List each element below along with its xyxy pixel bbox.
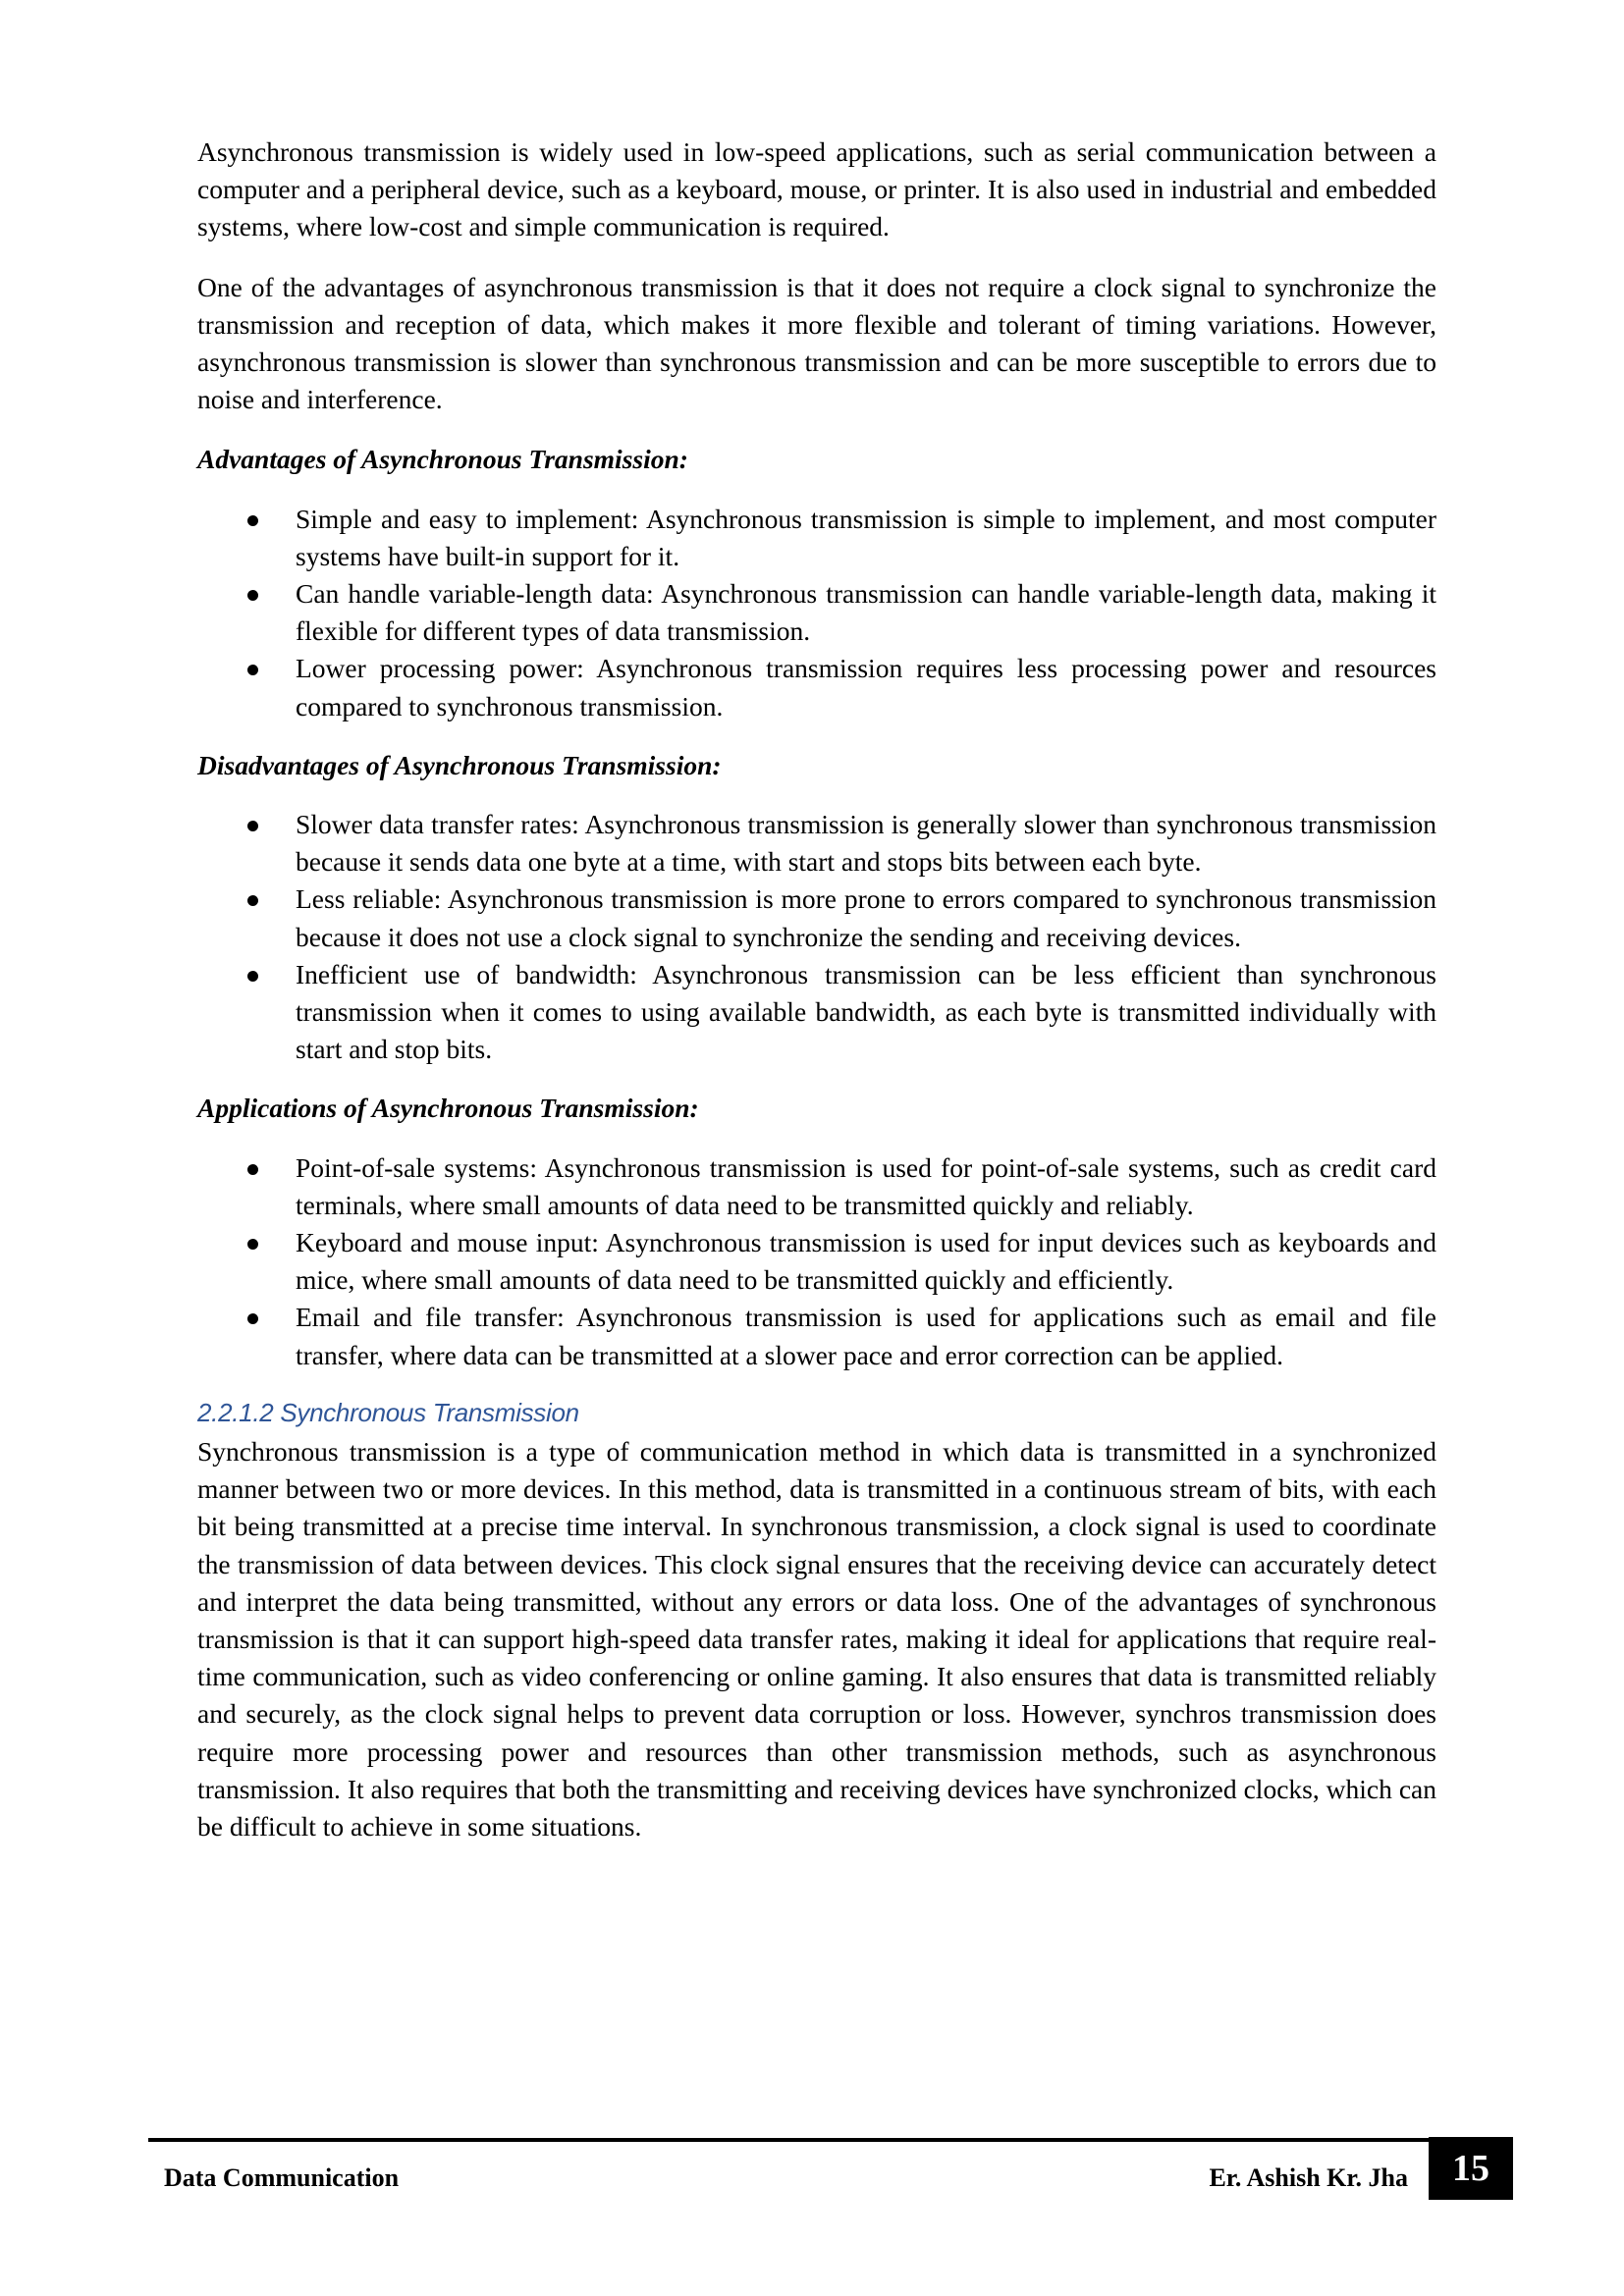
list-item — [197, 881, 1436, 955]
list-item-text: Simple and easy to implement: Asynchronous transmission is simple to implement, and most computer systems have built-in support for it. — [296, 503, 1436, 571]
list-item — [197, 575, 1436, 650]
list-item-text: Less reliable: Asynchronous transmission is more prone to errors compared to synchronous transmission because it does not use a clock signal to synchronize the sending and receiving devices. — [296, 883, 1436, 952]
list-item-text: Keyboard and mouse input: Asynchronous transmission is used for input devices such as keyboards and mice, where small amounts of data need to be transmitted quickly and efficiently. — [296, 1227, 1436, 1296]
paragraph: One of the advantages of asynchronous transmission is that it does not require a clock signal to synchronize the transmission and reception of data, which makes it more flexible and tolerant of timing variations. However, asynchronous transmission is slower than synchronous transmission and can be more susceptible to errors due to noise and interference. — [197, 271, 1436, 415]
list-item — [197, 806, 1436, 881]
section-body: Synchronous transmission is a type of communication method in which data is transmitted in a synchronized manner between two or more devices. In this method, data is transmitted in a continuous stream of bits, with each bit being transmitted at a precise time interval. In synchronous transmission, a clock signal is used to coordinate the transmission of data between devices. This clock signal ensures that the receiving device can accurately detect and interpret the data being transmitted, without any errors or data loss. One of the advantages of synchronous transmission is that it can support high-speed data transfer rates, making it ideal for applications that require real-time communication, such as video conferencing or online gaming. It also ensures that data is transmitted reliably and securely, as the clock signal helps to prevent data corruption or loss. However, synchros transmission does require more processing power and resources than other transmission methods, such as asynchronous transmission. It also requires that both the transmitting and receiving devices have synchronized clocks, which can be difficult to achieve in some situations. — [197, 1435, 1436, 1842]
bullet-icon — [247, 1164, 258, 1175]
page-content — [197, 133, 1436, 1868]
bullet-icon — [247, 895, 258, 906]
applications-heading: Applications of Asynchronous Transmission: — [197, 1093, 699, 1124]
bullet-icon — [247, 1313, 258, 1324]
list-item-text: Email and file transfer: Asynchronous transmission is used for applications such as email and file transfer, where data can be transmitted at a slower pace and error correction can be applied. — [296, 1302, 1436, 1370]
list-item-text: Lower processing power: Asynchronous transmission requires less processing power and resources compared to synchronous transmission. — [296, 653, 1436, 721]
bullet-icon — [247, 515, 258, 526]
bullet-icon — [247, 665, 258, 675]
footer-divider — [148, 2138, 1430, 2142]
bullet-icon — [247, 821, 258, 831]
paragraph: Asynchronous transmission is widely used in low-speed applications, such as serial communication between a computer and a peripheral device, such as a keyboard, mouse, or printer. It is also used in industrial and embedded systems, where low-cost and simple communication is required. — [197, 136, 1436, 242]
list-item — [197, 1299, 1436, 1373]
list-item-text: Point-of-sale systems: Asynchronous transmission is used for point-of-sale systems, such as credit card terminals, where small amounts of data need to be transmitted quickly and reliably. — [296, 1151, 1436, 1220]
bullet-icon — [247, 1239, 258, 1250]
list-item-text: Can handle variable-length data: Asynchronous transmission can handle variable-length data, making it flexible for different types of data transmission. — [296, 578, 1436, 647]
disadvantages-heading: Disadvantages of Asynchronous Transmission: — [197, 749, 722, 780]
list-item — [197, 1149, 1436, 1224]
advantages-heading: Advantages of Asynchronous Transmission: — [197, 444, 688, 475]
bullet-icon — [247, 971, 258, 982]
footer-author: Er. Ashish Kr. Jha — [1209, 2163, 1408, 2192]
bullet-icon — [247, 590, 258, 601]
list-item-text: Inefficient use of bandwidth: Asynchronous transmission can be less efficient than synchronous transmission when it comes to using available bandwidth, as each byte is transmitted individually with start and stop bits. — [296, 958, 1436, 1065]
list-item — [197, 956, 1436, 1069]
list-item — [197, 501, 1436, 575]
page-number: 15 — [1429, 2137, 1513, 2200]
list-item — [197, 650, 1436, 724]
list-item — [197, 1224, 1436, 1299]
advantages-list — [197, 501, 1436, 725]
disadvantages-list — [197, 806, 1436, 1068]
applications-list — [197, 1149, 1436, 1374]
footer-book-title: Data Communication — [164, 2163, 400, 2192]
list-item-text: Slower data transfer rates: Asynchronous transmission is generally slower than synchronous transmission because it sends data one byte at a time, with start and stops bits between each byte. — [296, 809, 1436, 878]
section-heading: 2.2.1.2 Synchronous Transmission — [197, 1397, 579, 1427]
